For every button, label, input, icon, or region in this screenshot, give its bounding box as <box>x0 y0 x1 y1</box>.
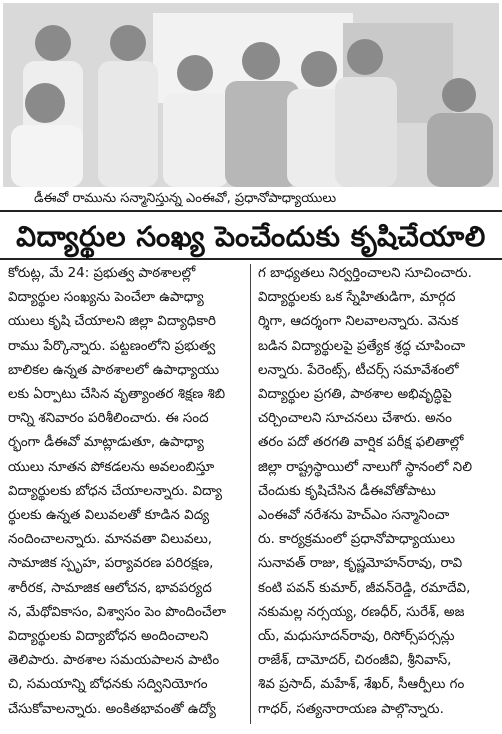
article-line: లన్నారు. పేరెంట్స్, టీచర్స్ సమావేశంలో <box>258 362 459 378</box>
article-line: శారీరక, సామాజిక ఆలోచన, భావపర్యద <box>8 580 212 596</box>
article-line: నకుమల్ల నర్సయ్య, రణధీర్, సురేశ్, అజ <box>258 604 465 620</box>
article-line: యులు నూతన పోకడలను అవలంబిస్తూ <box>8 459 215 475</box>
article-line: లకు ఏర్పాటు చేసిన వృత్యాంతర శిక్షణ శిబి <box>8 387 226 403</box>
article-line: చర్చించాలని సూచనలు చేశారు. అనం <box>258 411 452 427</box>
article-line: జిల్లా రాష్ట్రస్థాయిలో నాలుగో స్థానంలో నిలి <box>258 459 473 475</box>
article-line: రాజేశ్, దామోదర్, చిరంజీవి, శ్రీనివాస్, <box>258 653 452 669</box>
article-line: తెలిపారు. పాఠశాల సమయపాలన పాటిం <box>8 653 220 669</box>
article-line: ర్శిగా, ఆదర్శంగా నిలవాలన్నారు. వెనుక <box>258 314 459 330</box>
article-line: ర్భంగా డీఈవో మాట్లాడుతూ, ఉపాధ్యా <box>8 435 204 451</box>
article-line: న, మేథోవికాసం, విశ్వాసం పెం పొందించేలా <box>8 604 227 620</box>
article-line: విద్యార్థుల ప్రగతి, పాఠశాల అభివృద్ధిపై <box>258 387 452 403</box>
article-line: య్, మధుసూదన్‌రావు, రిసోర్స్‌పర్సన్లు <box>258 629 455 645</box>
group-photo-illustration <box>3 3 499 187</box>
article-line: రాన్ని శనివారం పరిశీలించారు. ఈ సంద <box>8 411 209 427</box>
article-line: తరం పదో తరగతి వార్షిక పరీక్ష ఫలితాల్లో <box>258 435 464 451</box>
article-line: విద్యార్థులకు బోధన చేయాలన్నారు. విద్యా <box>8 483 223 499</box>
article-line: కోరుట్ల, మే 24: ప్రభుత్వ పాఠశాలల్లో <box>8 266 196 281</box>
article-line: విద్యార్థులకు ఒక స్నేహితుడిగా, మార్గద <box>258 290 456 306</box>
article-line: శివ ప్రసాద్, మహేశ్, శేఖర్, సీఆర్పీలు గం <box>258 677 465 693</box>
article-line: యులు కృషి చేయాలని జిల్లా విద్యాధికారి <box>8 314 216 330</box>
article-line: విద్యార్థుల సంఖ్యను పెంచేలా ఉపాధ్యా <box>8 290 204 306</box>
article-line: సామాజిక స్పృహ, పర్యావరణ పరిరక్షణ, <box>8 556 214 572</box>
article-line: ఎంఈవో నరేశను హెచ్ఎం సన్మానించా <box>258 508 450 524</box>
article-line: ర్థులకు ఉన్నత విలువలతో కూడిన విద్య <box>8 508 210 524</box>
article-line: గ బాధ్యతలు నిర్వర్తించాలని సూచించారు. <box>258 266 472 281</box>
article-line: చేందుకు కృషిచేసిన డీఈవోతోపాటు <box>258 483 436 499</box>
article-line: విద్యార్థులకు విద్యాబోధన అందించాలని <box>8 629 209 645</box>
article-headline: విద్యార్థుల సంఖ్య పెంచేందుకు కృషిచేయాలి <box>0 216 502 260</box>
article-line: రాము పేర్కొన్నారు. పట్టణంలోని ప్రభుత్వ <box>8 338 216 354</box>
photo-caption: డీఈవో రామును సన్మానిస్తున్న ఎంఈవో, ప్రధానోపాధ్యాయులు <box>0 188 502 212</box>
article-line: చి, సమయాన్ని బోధనకు సద్వినియోగం <box>8 677 208 693</box>
news-photo <box>3 3 499 187</box>
article-column-right <box>258 262 496 730</box>
article-line: చేసుకోవాలన్నారు. అంకితభావంతో ఉద్యో <box>8 701 216 717</box>
article-line: కంటి పవన్ కుమార్, జీవన్‌రెడ్డి, రమాదేవి, <box>258 580 471 596</box>
article-line: రు. కార్యక్రమంలో ప్రధానోపాధ్యాయులు <box>258 532 456 548</box>
article-line: నందించాలన్నారు. మానవతా విలువలు, <box>8 532 213 548</box>
article-line: గాధర్, సత్యనారాయణ పాల్గొన్నారు. <box>258 701 444 717</box>
article-line: సునావత్ రాజు, కృష్ణమోహన్‌రావు, రావి <box>258 556 463 572</box>
column-divider <box>250 264 251 724</box>
article-line: బడిన విద్యార్థులపై ప్రత్యేక శ్రద్ధ చూపించా <box>258 338 466 354</box>
article-line: బాలికల ఉన్నత పాఠశాలలో ఉపాధ్యాయు <box>8 362 220 378</box>
article-column-left <box>8 262 244 730</box>
